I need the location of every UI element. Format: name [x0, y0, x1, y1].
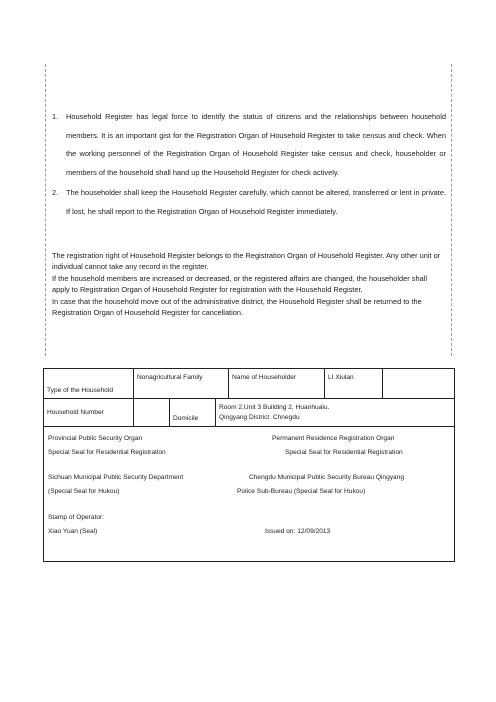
domicile-label: Domicile	[170, 399, 216, 427]
provincial-seal-label: Special Seal for Residential Registration	[48, 449, 166, 456]
type-label: Type of the Household	[44, 369, 134, 399]
instruction-text-2: The householder shall keep the Household Register carefully, which cannot be altered, transferred or lent in private. If lost, he shall report to the Registration Organ of Household Register immediately.	[66, 188, 446, 216]
register-row-number	[44, 399, 455, 427]
number-label: Household Number	[44, 399, 134, 427]
seals-section	[44, 427, 455, 562]
instruction-number-1: 1.	[52, 112, 59, 121]
instruction-item-1	[52, 108, 446, 182]
permanent-seal-label: Special Seal for Residential Registration	[285, 449, 403, 456]
type-value: Nonagricultural Family	[134, 369, 229, 399]
instructions-panel	[45, 64, 452, 356]
sichuan-dept-label: Sichuan Municipal Public Security Department	[48, 474, 184, 481]
domicile-line-1: Room 2,Unit 3 Building 2, Huanhualu.	[219, 403, 330, 411]
chengdu-bureau-label: Chengdu Municipal Public Security Bureau Qingyang	[249, 474, 405, 481]
number-value	[134, 399, 170, 427]
householder-extra-cell	[383, 369, 455, 399]
sichuan-seal-label: (Special Seal for Hukou)	[48, 488, 120, 495]
instructions-list	[52, 108, 446, 224]
operator-label: Stamp of Operator:	[48, 514, 105, 521]
instruction-text-1: Household Register has legal force to identify the status of citizens and the relationships between household members. It is an important gist for the Registration Organ of Household Register to take census and check. When the working personnel of the Registration Organ of Household Register take census and check, householder or members of the household shall hand up the Household Register for check actively.	[66, 112, 446, 177]
household-register-table	[43, 368, 455, 562]
householder-value: LI Xiulan	[325, 369, 383, 399]
instruction-number-2: 2.	[52, 188, 59, 198]
register-row-type	[44, 369, 455, 399]
paragraph-move-out: In case that the household move out of the administrative district, the Household Register shall be returned to the Registration Organ of Household Register for cancellation.	[52, 296, 422, 318]
paragraph-registration-right: The registration right of Household Register belongs to the Registration Organ of Household Register. Any other unit or individual cannot take any record in the register.	[52, 251, 441, 272]
provincial-org-label: Provincial Public Security Organ	[48, 435, 143, 442]
permanent-org-label: Permanent Residence Registration Organ	[272, 435, 395, 442]
instructions-paragraphs	[52, 250, 446, 318]
domicile-value	[216, 399, 455, 427]
issued-date: Issued on: 12/09/2013	[265, 528, 331, 535]
operator-name: Xiao Yuan (Seal)	[48, 528, 98, 535]
chengdu-seal-label: Police Sub-Bureau (Special Seal for Hukou)	[237, 488, 366, 495]
paragraph-members-change: If the household members are increased or decreased, or the registered affairs are changed, the householder shall apply to Registration Organ of Household Register for registration with the Household Register.	[52, 273, 427, 295]
register-row-seals	[44, 427, 455, 562]
instruction-item-2	[52, 184, 446, 221]
householder-label: Name of Householder	[229, 369, 325, 399]
domicile-line-2: Qingyang District .Chnegdu	[219, 413, 300, 421]
